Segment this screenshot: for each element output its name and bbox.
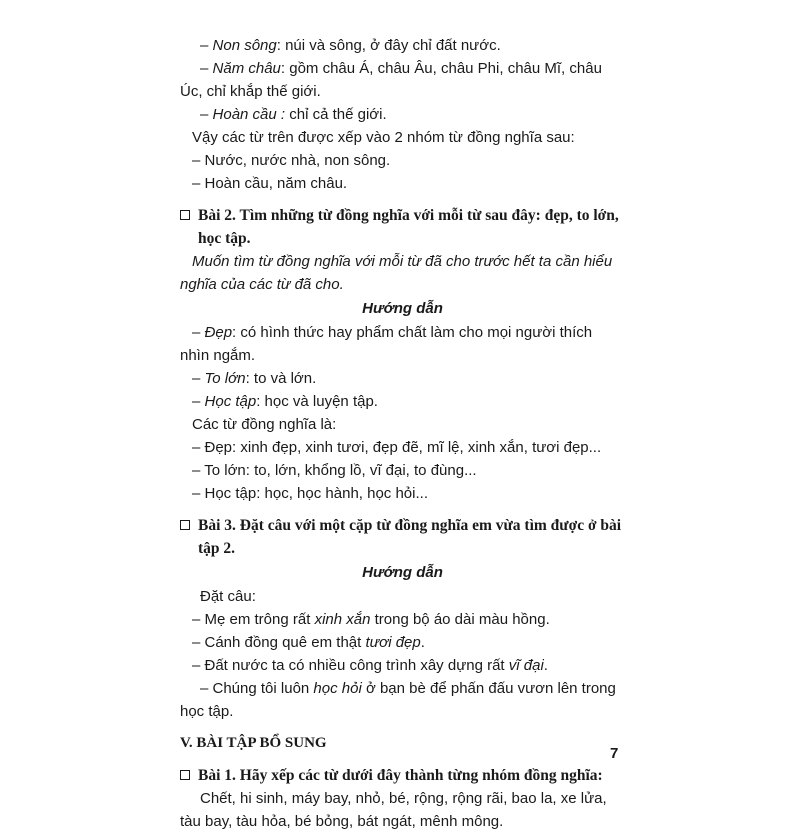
exercise-2-intro-cont: nghĩa của các từ đã cho.: [180, 276, 344, 293]
sentence-1: – Mẹ em trông rất xinh xắn trong bộ áo dài màu hồng.: [192, 611, 550, 628]
guide-heading: Hướng dẫn: [362, 564, 443, 581]
sentence-4: – Chúng tôi luôn học hỏi ở bạn bè để phấn đấu vươn lên trong: [200, 680, 616, 697]
synonyms-to-lon: – To lớn: to, lớn, khổng lồ, vĩ đại, to đùng...: [192, 462, 477, 479]
sentence-3: – Đất nước ta có nhiều công trình xây dựng rất vĩ đại.: [192, 657, 548, 674]
synonyms-hoc-tap: – Học tập: học, học hành, học hỏi...: [192, 485, 428, 502]
sentence-2: – Cánh đồng quê em thật tươi đẹp.: [192, 634, 425, 651]
word-list: Chết, hi sinh, máy bay, nhỏ, bé, rộng, rộng rãi, bao la, xe lửa,: [200, 790, 607, 807]
term: Hoàn cầu :: [212, 106, 286, 123]
definition-nam-chau: – Năm châu: gồm châu Á, châu Âu, châu Phi, châu Mĩ, châu: [200, 60, 602, 77]
definition-hoan-cau: – Hoàn cầu : chỉ cả thế giới.: [200, 106, 387, 123]
exercise-3-heading: Bài 3. Đặt câu với một cặp từ đồng nghĩa em vừa tìm được ở bài tập 2.: [180, 514, 625, 560]
definition-nam-chau-cont: Úc, chỉ khắp thế giới.: [180, 83, 321, 100]
exercise-2-intro: Muốn tìm từ đồng nghĩa với mỗi từ đã cho trước hết ta cần hiểu: [192, 253, 613, 270]
synonyms-title: Các từ đồng nghĩa là:: [192, 416, 337, 433]
sentence-4-cont: học tập.: [180, 703, 234, 720]
summary-line: Vậy các từ trên được xếp vào 2 nhóm từ đồng nghĩa sau:: [192, 129, 575, 146]
supplement-exercise-1-heading: Bài 1. Hãy xếp các từ dưới đây thành từng nhóm đồng nghĩa:: [180, 764, 625, 787]
group-1: – Nước, nước nhà, non sông.: [192, 152, 391, 169]
checkbox-square-icon: [180, 210, 190, 220]
meaning-to-lon: – To lớn: to và lớn.: [192, 370, 317, 387]
synonyms-dep: – Đẹp: xinh đẹp, xinh tươi, đẹp đẽ, mĩ lệ, xinh xắn, tươi đẹp...: [192, 439, 602, 456]
section-heading: V. BÀI TẬP BỔ SUNG: [180, 735, 327, 751]
checkbox-square-icon: [180, 520, 190, 530]
checkbox-square-icon: [180, 770, 190, 780]
meaning-hoc-tap: – Học tập: học và luyện tập.: [192, 393, 378, 410]
sentence-lead: Đặt câu:: [200, 588, 256, 605]
term: Non sông: [212, 37, 277, 54]
definition-non-song: – Non sông: núi và sông, ở đây chỉ đất nước.: [200, 37, 501, 54]
meaning-dep: – Đẹp: có hình thức hay phẩm chất làm cho mọi người thích: [192, 324, 593, 341]
word-list-cont: tàu bay, tàu hỏa, bé bỏng, bát ngát, mênh mông.: [180, 813, 504, 830]
term: Năm châu: [212, 60, 281, 77]
exercise-2-heading: Bài 2. Tìm những từ đồng nghĩa với mỗi từ sau đây: đẹp, to lớn, học tập.: [180, 204, 625, 250]
meaning-dep-cont: nhìn ngắm.: [180, 347, 256, 364]
guide-heading: Hướng dẫn: [362, 300, 443, 317]
page-number: 7: [610, 745, 619, 762]
group-2: – Hoàn cầu, năm châu.: [192, 175, 348, 192]
text-column: [180, 34, 625, 833]
